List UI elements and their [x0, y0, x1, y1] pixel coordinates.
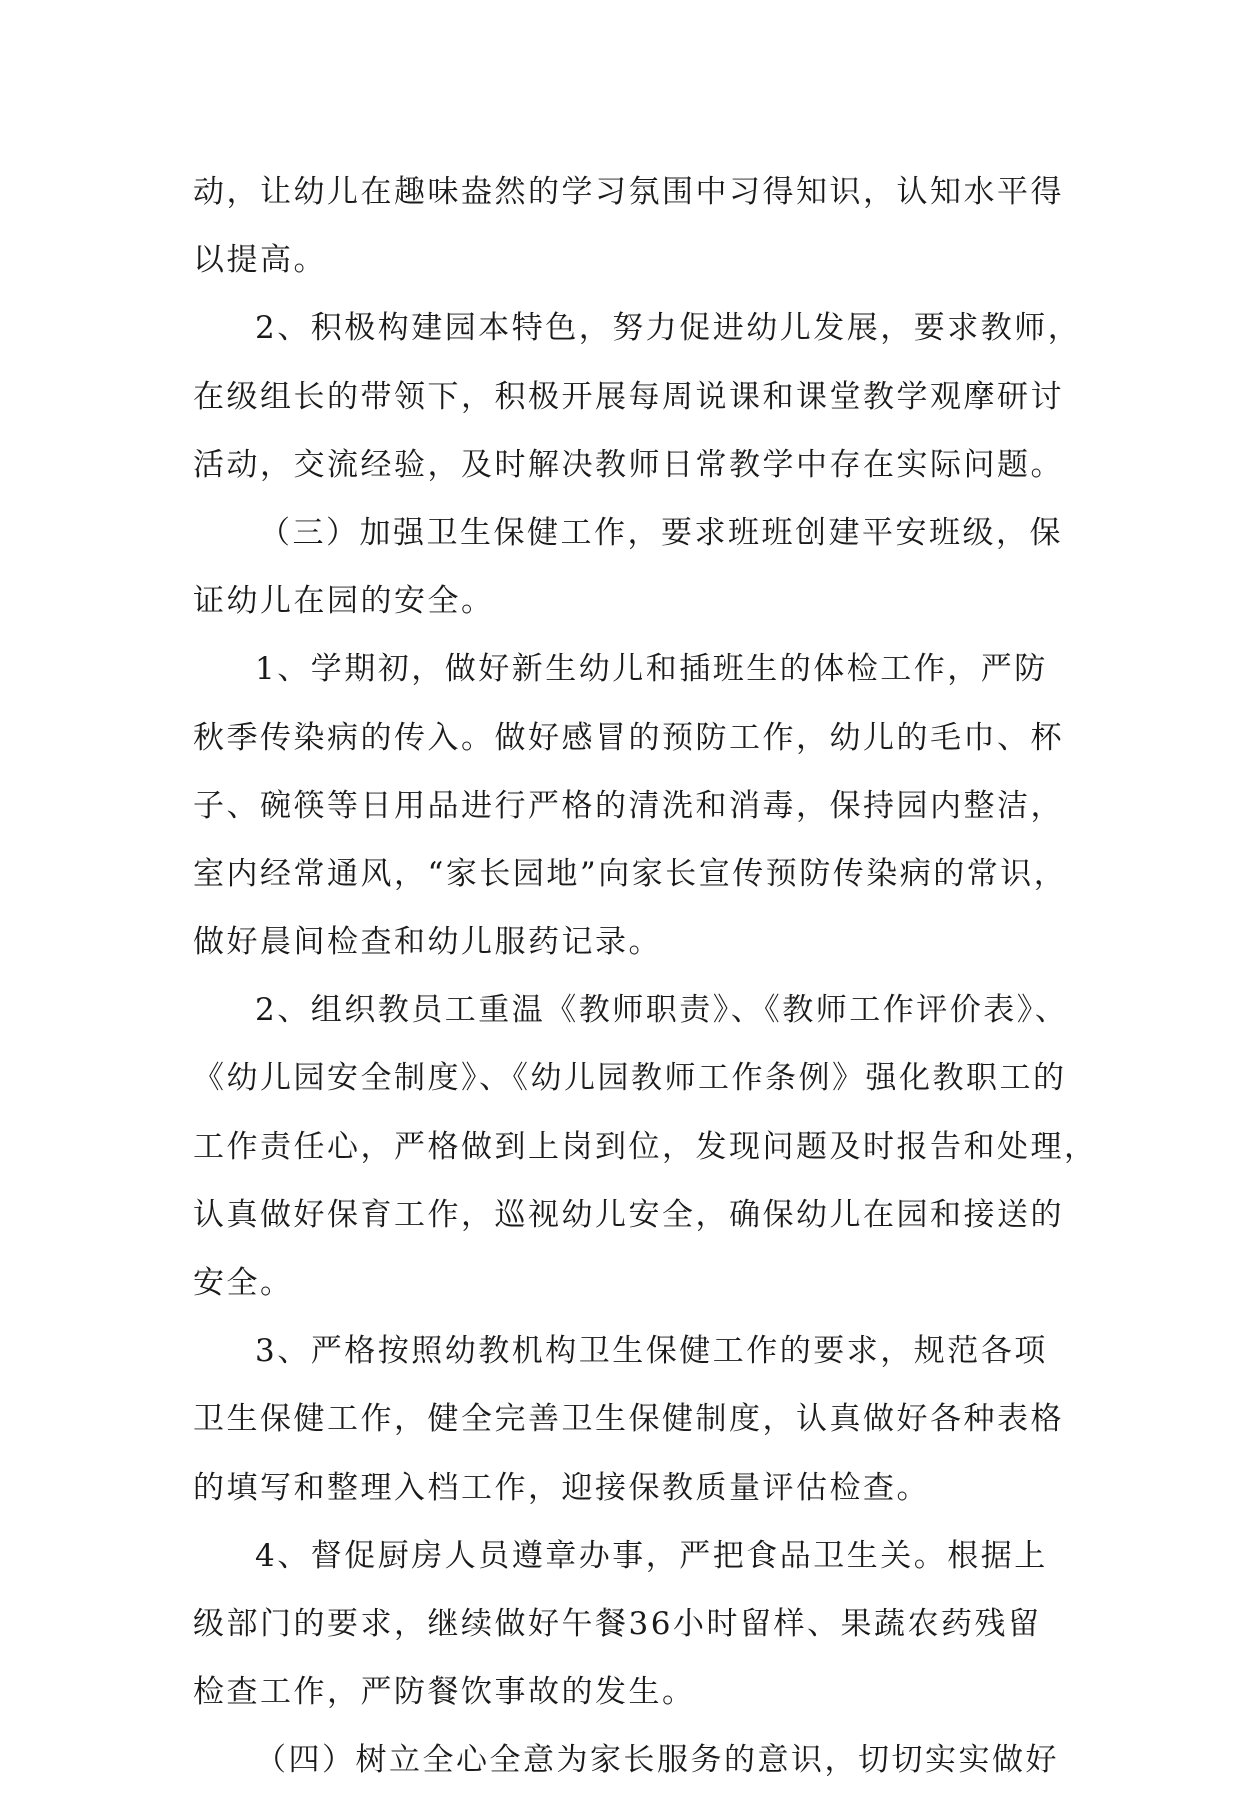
paragraph-start: 2、积极构建园本特色，努力促进幼儿发展，要求教师，: [255, 310, 1082, 347]
text-line: 安全。: [193, 1265, 294, 1301]
paragraph-start: 3、严格按照幼教机构卫生保健工作的要求，规范各项: [255, 1333, 1048, 1370]
text-line: 活动，交流经验，及时解决教师日常教学中存在实际问题。: [193, 446, 1064, 483]
text-line: 的填写和整理入档工作，迎接保教质量评估检查。: [193, 1469, 930, 1506]
paragraph-start: 2、组织教员工重温《教师职责》、《教师工作评价表》、: [255, 992, 1069, 1029]
text-line: 子、碗筷等日用品进行严格的清洗和消毒，保持园内整洁，: [193, 787, 1064, 824]
section-heading: （四）树立全心全意为家长服务的意识，切切实实做好: [255, 1742, 1059, 1779]
text-line: 级部门的要求，继续做好午餐36小时留样、果蔬农药残留: [193, 1605, 1042, 1642]
text-line: 《幼儿园安全制度》、《幼儿园教师工作条例》强化教职工的: [193, 1060, 1067, 1097]
text-line: 室内经常通风，“家长园地”向家长宣传预防传染病的常识，: [193, 855, 1068, 892]
text-line: 卫生保健工作，健全完善卫生保健制度，认真做好各种表格: [193, 1401, 1064, 1438]
text-line: 认真做好保育工作，巡视幼儿安全，确保幼儿在园和接送的: [193, 1196, 1064, 1233]
paragraph-start: 4、督促厨房人员遵章办事，严把食品卫生关。根据上: [255, 1537, 1048, 1574]
text-line: 秋季传染病的传入。做好感冒的预防工作，幼儿的毛巾、杯: [193, 719, 1064, 756]
text-line: 工作责任心，严格做到上岗到位，发现问题及时报告和处理，: [193, 1128, 1098, 1165]
paragraph-start: 1、学期初，做好新生幼儿和插班生的体检工作，严防: [255, 651, 1048, 688]
section-heading: （三）加强卫生保健工作，要求班班创建平安班级，保: [259, 514, 1063, 551]
text-line: 以提高。: [193, 242, 327, 279]
text-line: 动，让幼儿在趣味盎然的学习氛围中习得知识，认知水平得: [193, 174, 1064, 210]
text-line: 证幼儿在园的安全。: [193, 583, 495, 620]
text-line: 做好晨间检查和幼儿服药记录。: [193, 924, 662, 961]
document-body: [193, 158, 1098, 1795]
text-line: 检查工作，严防餐饮事故的发生。: [193, 1674, 696, 1711]
text-line: 在级组长的带领下，积极开展每周说课和课堂教学观摩研讨: [193, 378, 1064, 415]
